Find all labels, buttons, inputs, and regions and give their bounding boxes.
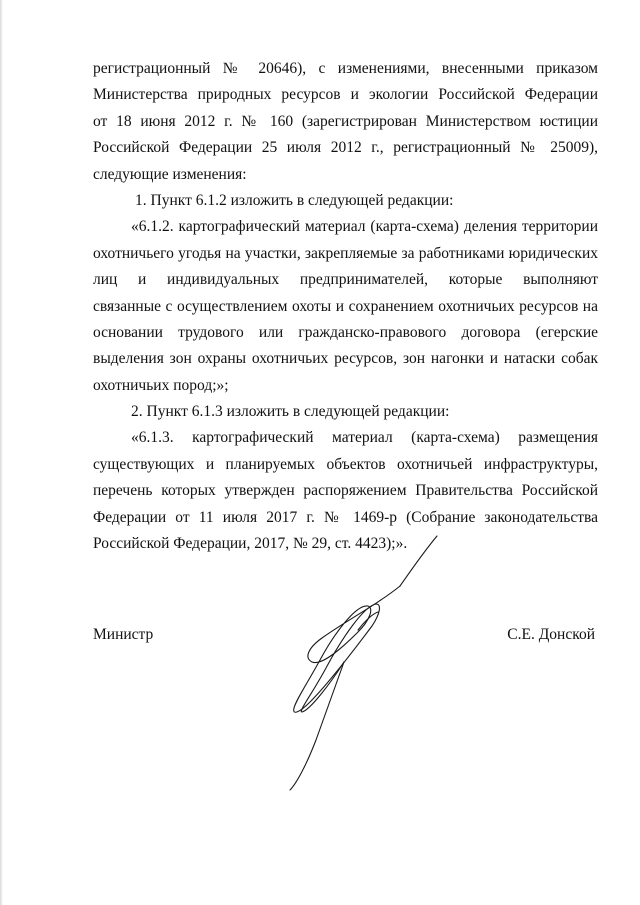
text-line: Федерации от 11 июля 2017 г. № 1469-р (Собрание законодательства	[93, 508, 598, 526]
item-2-heading: 2. Пункт 6.1.3 изложить в следующей редакции:	[131, 403, 450, 421]
text-line: охотничьего угодья на участки, закрепляемые за работниками юридических	[93, 244, 598, 262]
text-line: следующие изменения:	[93, 165, 247, 183]
text-line: Российской Федерации 25 июля 2012 г., регистрационный № 25009),	[93, 139, 598, 157]
text-line: Министерства природных ресурсов и экологии Российской Федерации	[93, 86, 598, 104]
text-line: связанные с осуществлением охоты и сохранением охотничьих ресурсов на	[93, 297, 598, 315]
text-line: выделения зон охраны охотничьих ресурсов, зон нагонки и натаски собак	[93, 350, 598, 368]
item-1-heading: 1. Пункт 6.1.2 изложить в следующей редакции:	[135, 191, 454, 209]
text-line: Российской Федерации, 2017, № 29, ст. 4423);».	[93, 535, 408, 553]
signatory-title: Министр	[93, 626, 154, 643]
document-body	[93, 56, 598, 557]
signatory-name: С.Е. Донской	[507, 626, 595, 643]
handwritten-signature	[282, 534, 442, 794]
text-line: существующих и планируемых объектов охотничьей инфраструктуры,	[93, 455, 598, 473]
text-line: «6.1.2. картографический материал (карта-схема) деления территории	[131, 218, 598, 236]
text-line: регистрационный № 20646), с изменениями, внесенными приказом	[93, 60, 598, 77]
text-line: охотничьих пород;»;	[93, 376, 229, 394]
text-line: перечень которых утвержден распоряжением Правительства Российской	[93, 482, 598, 500]
text-line: «6.1.3. картографический материал (карта-схема) размещения	[131, 429, 598, 447]
text-line: лиц и индивидуальных предпринимателей, которые выполняют	[93, 271, 598, 289]
text-line: от 18 июня 2012 г. № 160 (зарегистрирован Министерством юстиции	[93, 112, 598, 130]
scan-edge-shadow	[0, 0, 3, 905]
text-line: основании трудового или гражданско-правового договора (егерские	[93, 323, 598, 341]
